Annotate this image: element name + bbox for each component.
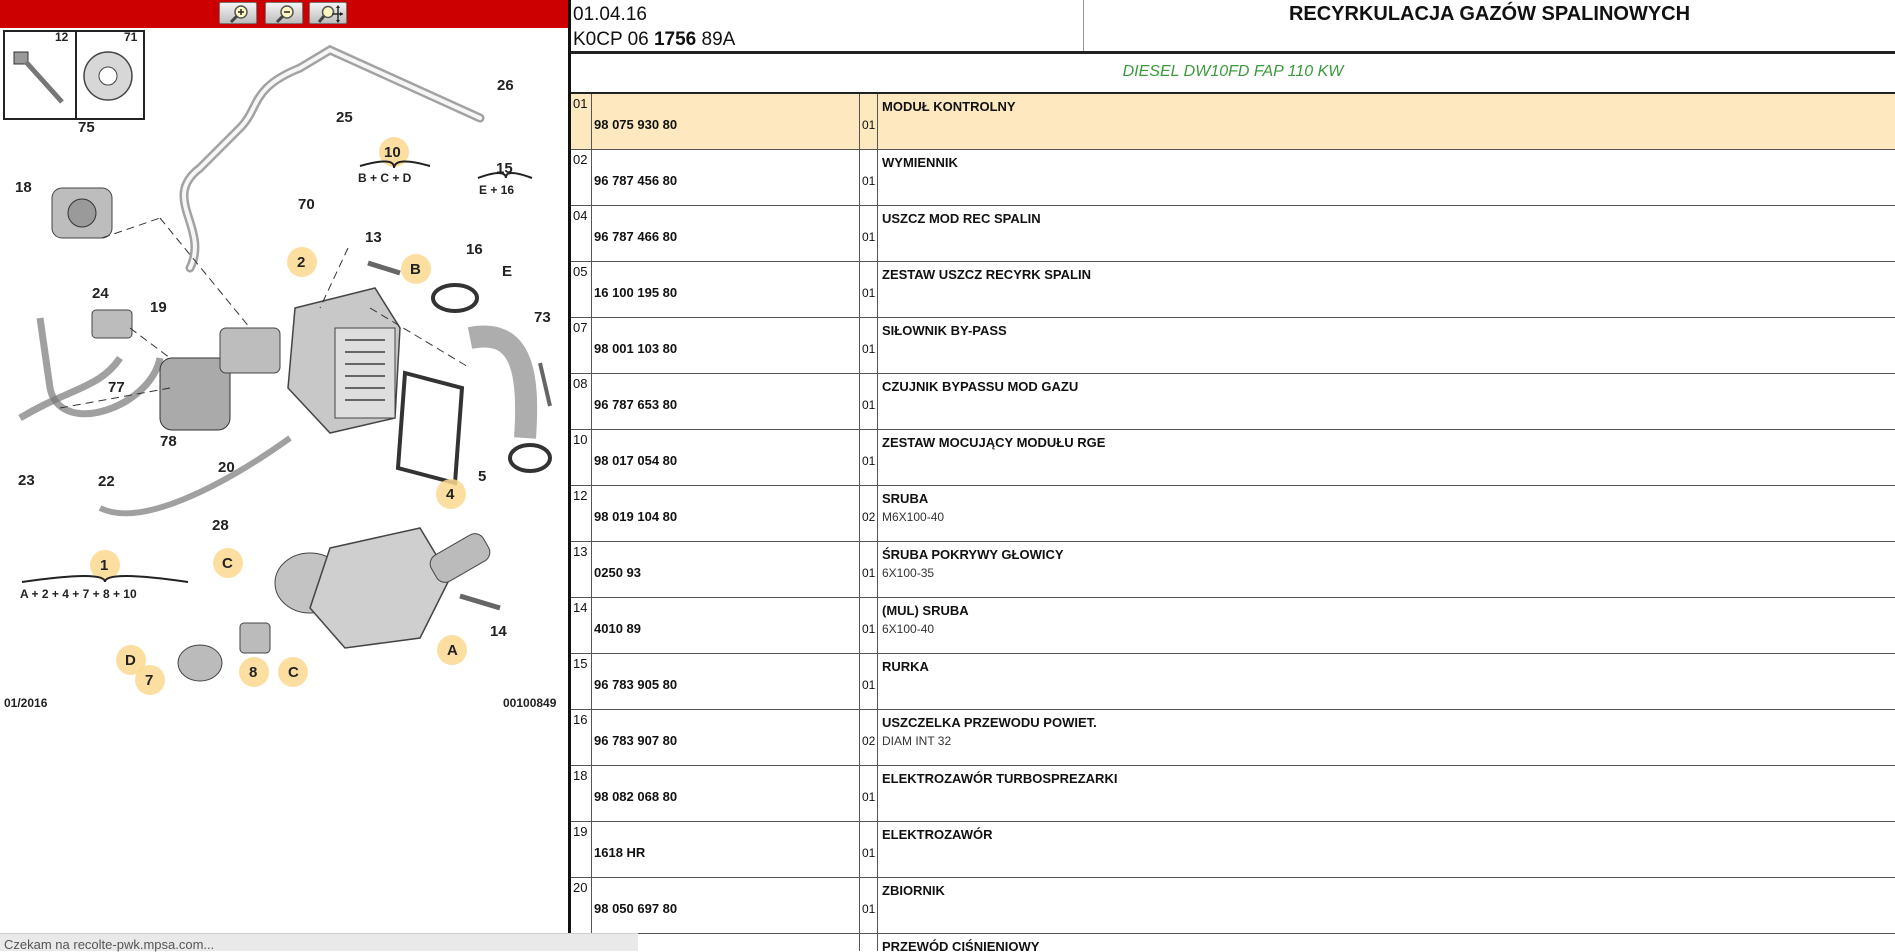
part-name: (MUL) SRUBA: [882, 603, 969, 618]
code-bold: 1756: [653, 29, 697, 50]
part-quantity-cell: [859, 598, 878, 653]
callout-18: 18: [15, 179, 32, 196]
part-reference[interactable]: 0250 93: [594, 565, 641, 580]
callout-25: 25: [336, 109, 353, 126]
part-position: 10: [571, 430, 592, 485]
part-quantity-cell: [859, 150, 878, 205]
callout-16: 16: [466, 241, 483, 258]
part-quantity-cell: [859, 486, 878, 541]
parts-list-panel: [571, 0, 1895, 951]
table-row[interactable]: [571, 766, 1895, 822]
group-1-members: A + 2 + 4 + 7 + 8 + 10: [20, 587, 137, 601]
table-row[interactable]: [571, 374, 1895, 430]
callout-2: 2: [297, 254, 306, 271]
part-quantity-cell: [859, 374, 878, 429]
part-quantity-cell: [859, 206, 878, 261]
callout-4: 4: [446, 486, 455, 503]
part-position: 13: [571, 542, 592, 597]
table-row[interactable]: [571, 654, 1895, 710]
part-quantity: 01: [862, 230, 876, 244]
table-row[interactable]: [571, 318, 1895, 374]
callout-5: 5: [478, 468, 487, 485]
part-reference[interactable]: 96 787 653 80: [594, 397, 678, 412]
table-row[interactable]: [571, 934, 1895, 951]
part-reference[interactable]: 98 075 930 80: [594, 117, 678, 132]
part-description-cell: [880, 262, 1895, 317]
part-quantity-cell: [859, 934, 878, 951]
part-description-cell: [880, 94, 1895, 149]
part-description-cell: [880, 374, 1895, 429]
header-code: [573, 29, 735, 51]
part-description-cell: [880, 766, 1895, 821]
parts-header: [571, 0, 1895, 54]
part-description-cell: [880, 822, 1895, 877]
part-quantity: 01: [862, 846, 876, 860]
part-reference[interactable]: 98 050 697 80: [594, 901, 678, 916]
part-description-cell: [880, 710, 1895, 765]
diagram-number: 00100849: [503, 696, 557, 710]
part-reference[interactable]: 96 787 456 80: [594, 173, 678, 188]
callout-78: 78: [160, 433, 177, 450]
bolt-13: [368, 263, 400, 273]
part-quantity-cell: [859, 94, 878, 149]
part-quantity-cell: [859, 766, 878, 821]
reservoir-20: [160, 328, 280, 430]
part-description-cell: [880, 598, 1895, 653]
part-description-cell: [880, 878, 1895, 933]
callout-26: 26: [497, 77, 514, 94]
part-position: 14: [571, 598, 592, 653]
part-reference[interactable]: 96 787 466 80: [594, 229, 678, 244]
callout-1: 1: [100, 557, 109, 574]
part-quantity: 02: [862, 510, 876, 524]
table-row[interactable]: [571, 710, 1895, 766]
table-row[interactable]: [571, 206, 1895, 262]
callout-19: 19: [150, 299, 167, 316]
table-row[interactable]: [571, 486, 1895, 542]
part-quantity: 01: [862, 118, 876, 132]
part-position: 01: [571, 94, 592, 149]
gasket-4: [398, 373, 462, 483]
egr-module-1: [275, 528, 493, 648]
part-position: 04: [571, 206, 592, 261]
part-name: ZESTAW MOCUJĄCY MODUŁU RGE: [882, 435, 1106, 450]
part-position: 18: [571, 766, 592, 821]
part-description-cell: [880, 318, 1895, 373]
part-name: USZCZ MOD REC SPALIN: [882, 211, 1041, 226]
part-detail: M6X100-40: [882, 510, 945, 524]
zoom-out-icon: [274, 4, 296, 24]
callout-20: 20: [218, 459, 235, 476]
table-row[interactable]: [571, 822, 1895, 878]
group-15-members: E + 16: [479, 183, 515, 197]
part-description-cell: [880, 430, 1895, 485]
callout-10: 10: [384, 144, 401, 161]
callout-73: 73: [534, 309, 551, 326]
part-position: 07: [571, 318, 592, 373]
part-description-cell: [880, 654, 1895, 709]
cable-28: [100, 438, 290, 513]
callout-D: D: [125, 652, 136, 669]
exchanger-2: [288, 288, 400, 433]
code-suffix: 89A: [696, 29, 736, 50]
part-position: 20: [571, 878, 592, 933]
part-name: PRZEWÓD CIŚNIENIOWY: [882, 939, 1040, 951]
part-position: 16: [571, 710, 592, 765]
seal-16-lower: [510, 445, 550, 471]
part-name: USZCZELKA PRZEWODU POWIET.: [882, 715, 1097, 730]
callout-71: 71: [124, 30, 138, 44]
table-row[interactable]: [571, 150, 1895, 206]
part-description-cell: [880, 542, 1895, 597]
part-quantity-cell: [859, 878, 878, 933]
actuator-7: [178, 645, 222, 681]
pipe-25: [184, 50, 480, 268]
part-description-cell: [880, 934, 1895, 951]
part-name: ŚRUBA POKRYWY GŁOWICY: [882, 547, 1064, 562]
callout-24: 24: [92, 285, 109, 302]
part-position: 05: [571, 262, 592, 317]
callout-23: 23: [18, 472, 35, 489]
part-description-cell: [880, 150, 1895, 205]
part-name: ELEKTROZAWÓR: [882, 827, 993, 842]
code-prefix: K0CP 06: [573, 29, 654, 50]
zoom-in-button[interactable]: [219, 2, 257, 24]
part-quantity-cell: [859, 318, 878, 373]
part-name: MODUŁ KONTROLNY: [882, 99, 1016, 114]
part-detail: 6X100-40: [882, 622, 935, 636]
part-quantity: 01: [862, 174, 876, 188]
part-reference[interactable]: 16 100 195 80: [594, 285, 678, 300]
callout-15: 15: [496, 160, 513, 177]
part-quantity: 01: [862, 566, 876, 580]
part-name: SRUBA: [882, 491, 929, 506]
part-description-cell: [880, 206, 1895, 261]
part-reference[interactable]: 1618 HR: [594, 845, 646, 860]
part-quantity: 02: [862, 734, 876, 748]
part-name: WYMIENNIK: [882, 155, 958, 170]
status-bar: Czekam na recolte-pwk.mpsa.com...: [0, 933, 638, 951]
engine-label: DIESEL DW10FD FAP 110 KW: [1122, 63, 1344, 80]
callout-70: 70: [298, 196, 315, 213]
solenoid-valve-18: [52, 188, 112, 238]
table-row[interactable]: [571, 94, 1895, 150]
part-position: 08: [571, 374, 592, 429]
exploded-parts-diagram: [0, 28, 568, 718]
parts-table: [571, 94, 1895, 951]
nut-icon: [84, 52, 132, 100]
part-position: 15: [571, 654, 592, 709]
table-row[interactable]: [571, 262, 1895, 318]
zoom-out-button[interactable]: [265, 2, 303, 24]
callout-C-upper: C: [222, 555, 233, 572]
part-reference[interactable]: 98 019 104 80: [594, 509, 678, 524]
part-quantity: 01: [862, 342, 876, 356]
engine-row: [571, 54, 1895, 94]
part-reference[interactable]: 98 017 054 80: [594, 453, 678, 468]
part-position: 02: [571, 150, 592, 205]
part-name: ELEKTROZAWÓR TURBOSPREZARKI: [882, 771, 1118, 786]
table-row[interactable]: [571, 430, 1895, 486]
seal-16-upper: [433, 285, 477, 311]
part-quantity-cell: [859, 542, 878, 597]
part-quantity: 01: [862, 398, 876, 412]
part-reference[interactable]: 4010 89: [594, 621, 641, 636]
part-quantity-cell: [859, 654, 878, 709]
table-row[interactable]: [571, 598, 1895, 654]
part-position: 12: [571, 486, 592, 541]
part-quantity: 01: [862, 790, 876, 804]
table-row[interactable]: [571, 878, 1895, 934]
table-row[interactable]: [571, 542, 1895, 598]
diagram-panel: [0, 0, 568, 951]
part-quantity: 01: [862, 902, 876, 916]
callout-A: A: [447, 642, 458, 659]
callout-75: 75: [78, 119, 95, 136]
callout-77: 77: [108, 379, 125, 396]
callout-12: 12: [55, 30, 69, 44]
sensor-8: [240, 623, 270, 653]
callout-C-lower: C: [288, 664, 299, 681]
part-quantity: 01: [862, 678, 876, 692]
zoom-in-icon: [228, 4, 250, 24]
diagram-toolbar: [0, 0, 568, 28]
part-quantity: 01: [862, 286, 876, 300]
part-name: ZESTAW USZCZ RECYRK SPALIN: [882, 267, 1091, 282]
page-title: RECYRKULACJA GAZÓW SPALINOWYCH: [1288, 3, 1691, 25]
callout-13: 13: [365, 229, 382, 246]
callout-7: 7: [145, 672, 154, 689]
header-date: 01.04.16: [573, 4, 647, 25]
callout-B: B: [410, 261, 421, 278]
part-detail: DIAM INT 32: [882, 734, 952, 748]
pan-zoom-icon: [318, 4, 344, 24]
callout-labels: [4, 30, 557, 710]
pan-zoom-button[interactable]: [309, 2, 347, 24]
part-name: ZBIORNIK: [882, 883, 945, 898]
part-name: SIŁOWNIK BY-PASS: [882, 323, 1007, 338]
part-reference[interactable]: 96 783 905 80: [594, 677, 678, 692]
part-quantity-cell: [859, 430, 878, 485]
part-reference[interactable]: 96 783 907 80: [594, 733, 678, 748]
diagram-date: 01/2016: [4, 696, 48, 710]
bolt-73: [540, 363, 550, 406]
pipe-E: [470, 336, 526, 438]
bolt-14: [460, 596, 500, 608]
part-description-cell: [880, 486, 1895, 541]
group-10-members: B + C + D: [358, 171, 412, 185]
solenoid-valve-19: [92, 310, 132, 338]
part-quantity-cell: [859, 262, 878, 317]
header-info: [571, 0, 1084, 51]
part-name: RURKA: [882, 659, 929, 674]
part-reference[interactable]: 98 001 103 80: [594, 341, 678, 356]
callout-22: 22: [98, 473, 115, 490]
callout-28: 28: [212, 517, 229, 534]
part-name: CZUJNIK BYPASSU MOD GAZU: [882, 379, 1079, 394]
part-quantity-cell: [859, 710, 878, 765]
part-position: 19: [571, 822, 592, 877]
part-quantity: 01: [862, 454, 876, 468]
part-detail: 6X100-35: [882, 566, 935, 580]
callout-8: 8: [249, 664, 258, 681]
part-reference[interactable]: 98 082 068 80: [594, 789, 678, 804]
callout-E: E: [502, 263, 513, 280]
callout-14: 14: [490, 623, 507, 640]
part-quantity: 01: [862, 622, 876, 636]
part-quantity-cell: [859, 822, 878, 877]
